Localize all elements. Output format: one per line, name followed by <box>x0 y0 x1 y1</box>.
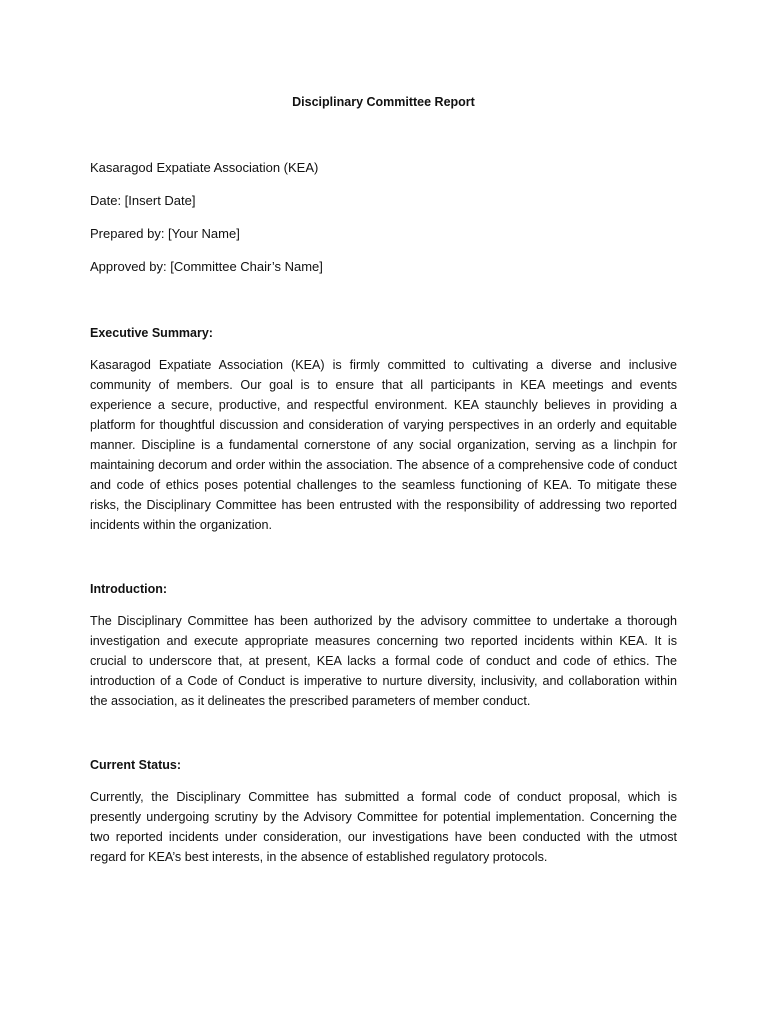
spacer <box>90 711 677 755</box>
section-current-status <box>90 755 677 867</box>
section-executive-summary <box>90 323 677 535</box>
document-content <box>90 92 677 867</box>
section-heading: Executive Summary: <box>90 326 213 340</box>
section-body: Kasaragod Expatiate Association (KEA) is firmly committed to cultivating a diverse and inclusive community of members. Our goal is to ensure that all participants in KEA meetings and events experience a secure, productive, and respectful environment. KEA staunchly believes in providing a platform for thoughtful discussion and consideration of varying perspectives in an orderly and equitable manner. Discipline is a fundamental cornerstone of any social organization, serving as a linchpin for maintaining decorum and order within the association. The absence of a comprehensive code of conduct and code of ethics poses potential challenges to the seamless functioning of KEA. To mitigate these risks, the Disciplinary Committee has been entrusted with the responsibility of addressing two reported incidents within the organization. <box>90 358 677 532</box>
date-line: Date: [Insert Date] <box>90 193 196 208</box>
spacer <box>90 290 677 323</box>
approved-by-line: Approved by: [Committee Chair’s Name] <box>90 259 323 274</box>
section-introduction <box>90 579 677 711</box>
spacer <box>90 535 677 579</box>
section-body: Currently, the Disciplinary Committee has submitted a formal code of conduct proposal, which is presently undergoing scrutiny by the Advisory Committee for potential implementation. Concerning the two reported incidents under consideration, our investigations have been conducted with the utmost regard for KEA’s best interests, in the absence of established regulatory protocols. <box>90 790 677 864</box>
prepared-by-line: Prepared by: [Your Name] <box>90 226 240 241</box>
organization-line: Kasaragod Expatiate Association (KEA) <box>90 160 319 175</box>
section-body: The Disciplinary Committee has been authorized by the advisory committee to undertake a thorough investigation and execute appropriate measures concerning two reported incidents within KEA. It is crucial to underscore that, at present, KEA lacks a formal code of conduct and code of ethics. The introduction of a Code of Conduct is imperative to nurture diversity, inclusivity, and collaboration within the association, as it delineates the prescribed parameters of member conduct. <box>90 614 677 708</box>
section-heading: Current Status: <box>90 758 181 772</box>
document-title: Disciplinary Committee Report <box>292 95 475 109</box>
section-heading: Introduction: <box>90 582 168 596</box>
